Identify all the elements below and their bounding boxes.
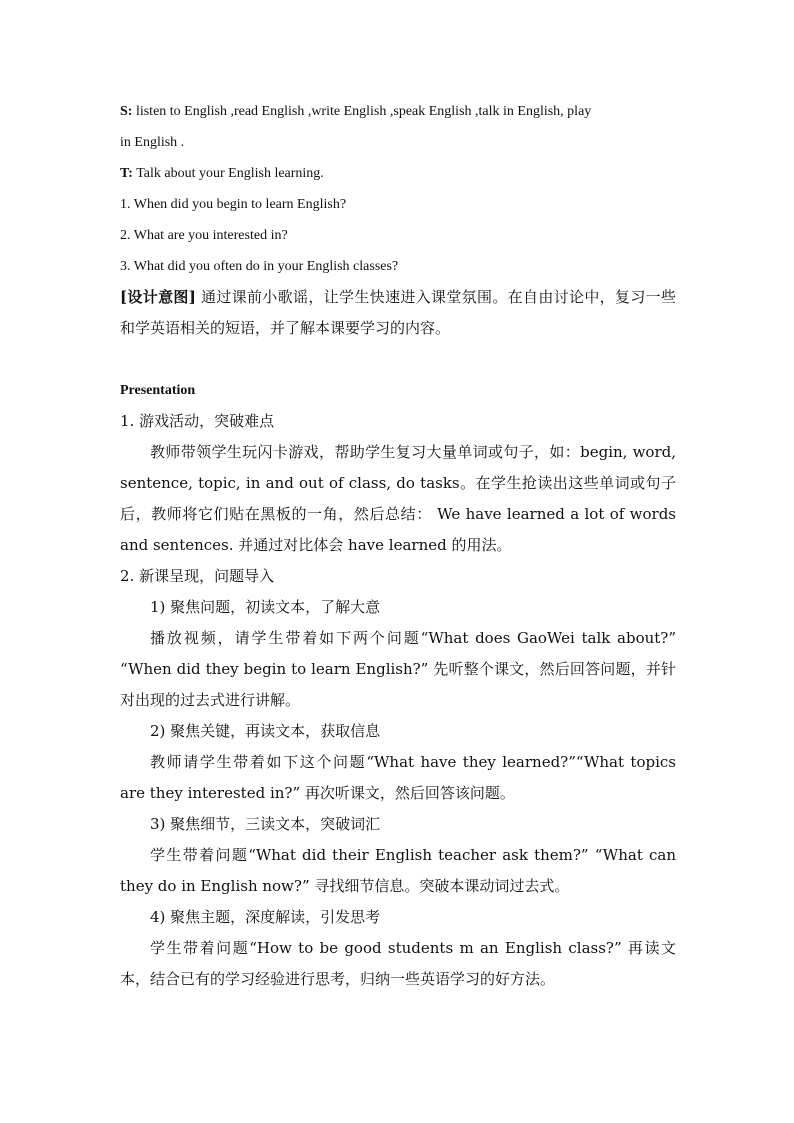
design-intent-text: 通过课前小歌谣，让学生快速进入课堂氛围。在自由讨论中，复习一些和学英语相关的短语，并了解本课要学习的内容。	[120, 288, 676, 337]
teacher-line	[120, 158, 676, 189]
step-1-title: 1) 聚焦问题，初读文本，了解大意	[150, 598, 381, 616]
teacher-label: T:	[120, 166, 133, 181]
question-3: 3. What did you often do in your English classes?	[120, 259, 399, 274]
student-text-line2: in English .	[120, 135, 185, 150]
question-2: 2. What are you interested in?	[120, 228, 288, 243]
student-line	[120, 96, 676, 127]
presentation-heading: Presentation	[120, 383, 196, 398]
step-4-title: 4) 聚焦主题，深度解读，引发思考	[150, 908, 381, 926]
teacher-text: Talk about your English learning.	[132, 166, 324, 181]
student-label: S:	[120, 104, 133, 119]
document-page	[120, 96, 676, 995]
design-intent	[120, 282, 676, 344]
spacer	[120, 344, 676, 375]
step-2-text: 教师请学生带着如下这个问题“What have they learned?”“What topics are they interested in?” 再次听课文，然后回答该问题。	[120, 753, 676, 802]
section-2-title: 2. 新课呈现，问题导入	[120, 567, 275, 585]
design-intent-label: [设计意图]	[120, 288, 196, 306]
section-1-title: 1. 游戏活动，突破难点	[120, 412, 275, 430]
step-3-title: 3) 聚焦细节，三读文本，突破词汇	[150, 815, 381, 833]
question-1: 1. When did you begin to learn English?	[120, 197, 347, 212]
step-4-text: 学生带着问题“How to be good students m an English class?” 再读文本，结合已有的学习经验进行思考，归纳一些英语学习的好方法。	[120, 939, 676, 988]
step-1-text: 播放视频，请学生带着如下两个问题“What does GaoWei talk about?” “When did they begin to learn English?” 先听整个课文，然后回答问题，并针对出现的过去式进行讲解。	[120, 629, 676, 709]
section-1-paragraph: 教师带领学生玩闪卡游戏，帮助学生复习大量单词或句子，如：begin, word, sentence, topic, in and out of class, do tasks。在学生抢读出这些单词或句子后，教师将它们贴在黑板的一角，然后总结： We have learned a lot of words and sentences. 并通过对比体会 have learned 的用法。	[120, 443, 676, 554]
step-2-title: 2) 聚焦关键，再读文本，获取信息	[150, 722, 381, 740]
student-text-line1: listen to English ,read English ,write English ,speak English ,talk in English, play	[132, 104, 592, 119]
step-3-text: 学生带着问题“What did their English teacher ask them?” “What can they do in English now?” 寻找细节信息。突破本课动词过去式。	[120, 846, 676, 895]
